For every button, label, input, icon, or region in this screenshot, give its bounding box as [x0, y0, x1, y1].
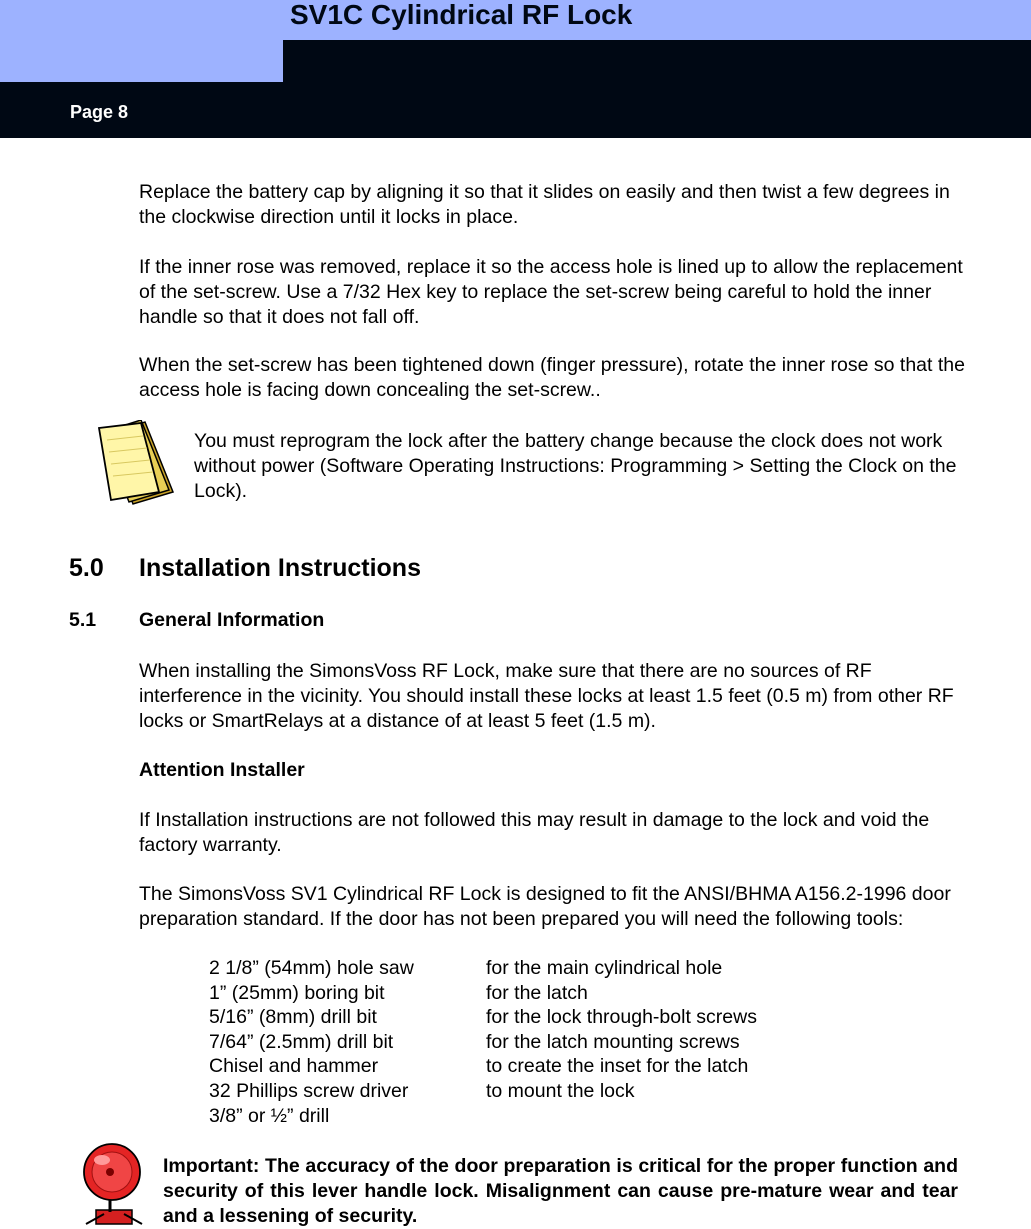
tool-name: 2 1/8” (54mm) hole saw [209, 957, 414, 979]
tool-name: 5/16” (8mm) drill bit [209, 1006, 377, 1029]
paragraph-inner-rose: If the inner rose was removed, replace it so the access hole is lined up to allow the replacement of the set-screw. Use a 7/32 Hex key to replace the set-screw being careful to hold the inner handle so that it does not fall off. [139, 256, 963, 328]
tool-name: Chisel and hammer [209, 1055, 379, 1078]
notepad-icon [97, 420, 175, 505]
header-band-dark-upper [283, 40, 1031, 82]
important-warning: Important: The accuracy of the door preparation is critical for the proper function and security of this lever handle lock. Misalignment can cause pre-mature wear and tear and a lessening of security. [163, 1155, 958, 1227]
tool-name: 32 Phillips screw driver [209, 1079, 409, 1102]
header-band-light-tab [0, 40, 283, 82]
tool-purpose: for the lock through-bolt screws [486, 1006, 757, 1029]
alarm-bell-icon [80, 1140, 148, 1226]
subsection-title: General Information [139, 609, 325, 631]
page-number: Page 8 [70, 102, 129, 122]
paragraph-door-prep: The SimonsVoss SV1 Cylindrical RF Lock is designed to fit the ANSI/BHMA A156.2-1996 door preparation standard. If the door has not been prepared you will need the following tools: [139, 883, 951, 930]
section-title: Installation Instructions [139, 554, 421, 582]
paragraph-battery-cap: Replace the battery cap by aligning it so that it slides on easily and then twist a few degrees in the clockwise direction until it locks in place. [139, 181, 950, 228]
header-band-dark [0, 82, 1031, 138]
subsection-heading [69, 609, 325, 632]
tool-purpose: to mount the lock [486, 1079, 635, 1102]
attention-heading: Attention Installer [139, 759, 305, 781]
note-reprogram: You must reprogram the lock after the battery change because the clock does not work without power (Software Operating Instructions: Programming > Setting the Clock on the Lock). [194, 430, 957, 502]
tool-name: 1” (25mm) boring bit [209, 981, 385, 1004]
paragraph-rf-interference: When installing the SimonsVoss RF Lock, make sure that there are no sources of RF interference in the vicinity. You should install these locks at least 1.5 feet (0.5 m) from other RF locks or SmartRelays at a distance of at least 5 feet (1.5 m). [139, 660, 954, 732]
document-title: SV1C Cylindrical RF Lock [290, 0, 633, 30]
tool-purpose: for the latch [486, 981, 588, 1004]
tool-name: 3/8” or ½” drill [209, 1104, 330, 1127]
section-heading [69, 554, 421, 583]
tool-purpose: for the latch mounting screws [486, 1030, 740, 1053]
section-number: 5.0 [69, 554, 104, 582]
tool-name: 7/64” (2.5mm) drill bit [209, 1030, 394, 1053]
subsection-number: 5.1 [69, 609, 97, 631]
paragraph-warranty: If Installation instructions are not followed this may result in damage to the lock and void the factory warranty. [139, 809, 930, 856]
tool-purpose: for the main cylindrical hole [486, 957, 723, 979]
tool-purpose: to create the inset for the latch [486, 1055, 749, 1078]
paragraph-set-screw: When the set-screw has been tightened down (finger pressure), rotate the inner rose so that the access hole is facing down concealing the set-screw.. [139, 354, 965, 401]
